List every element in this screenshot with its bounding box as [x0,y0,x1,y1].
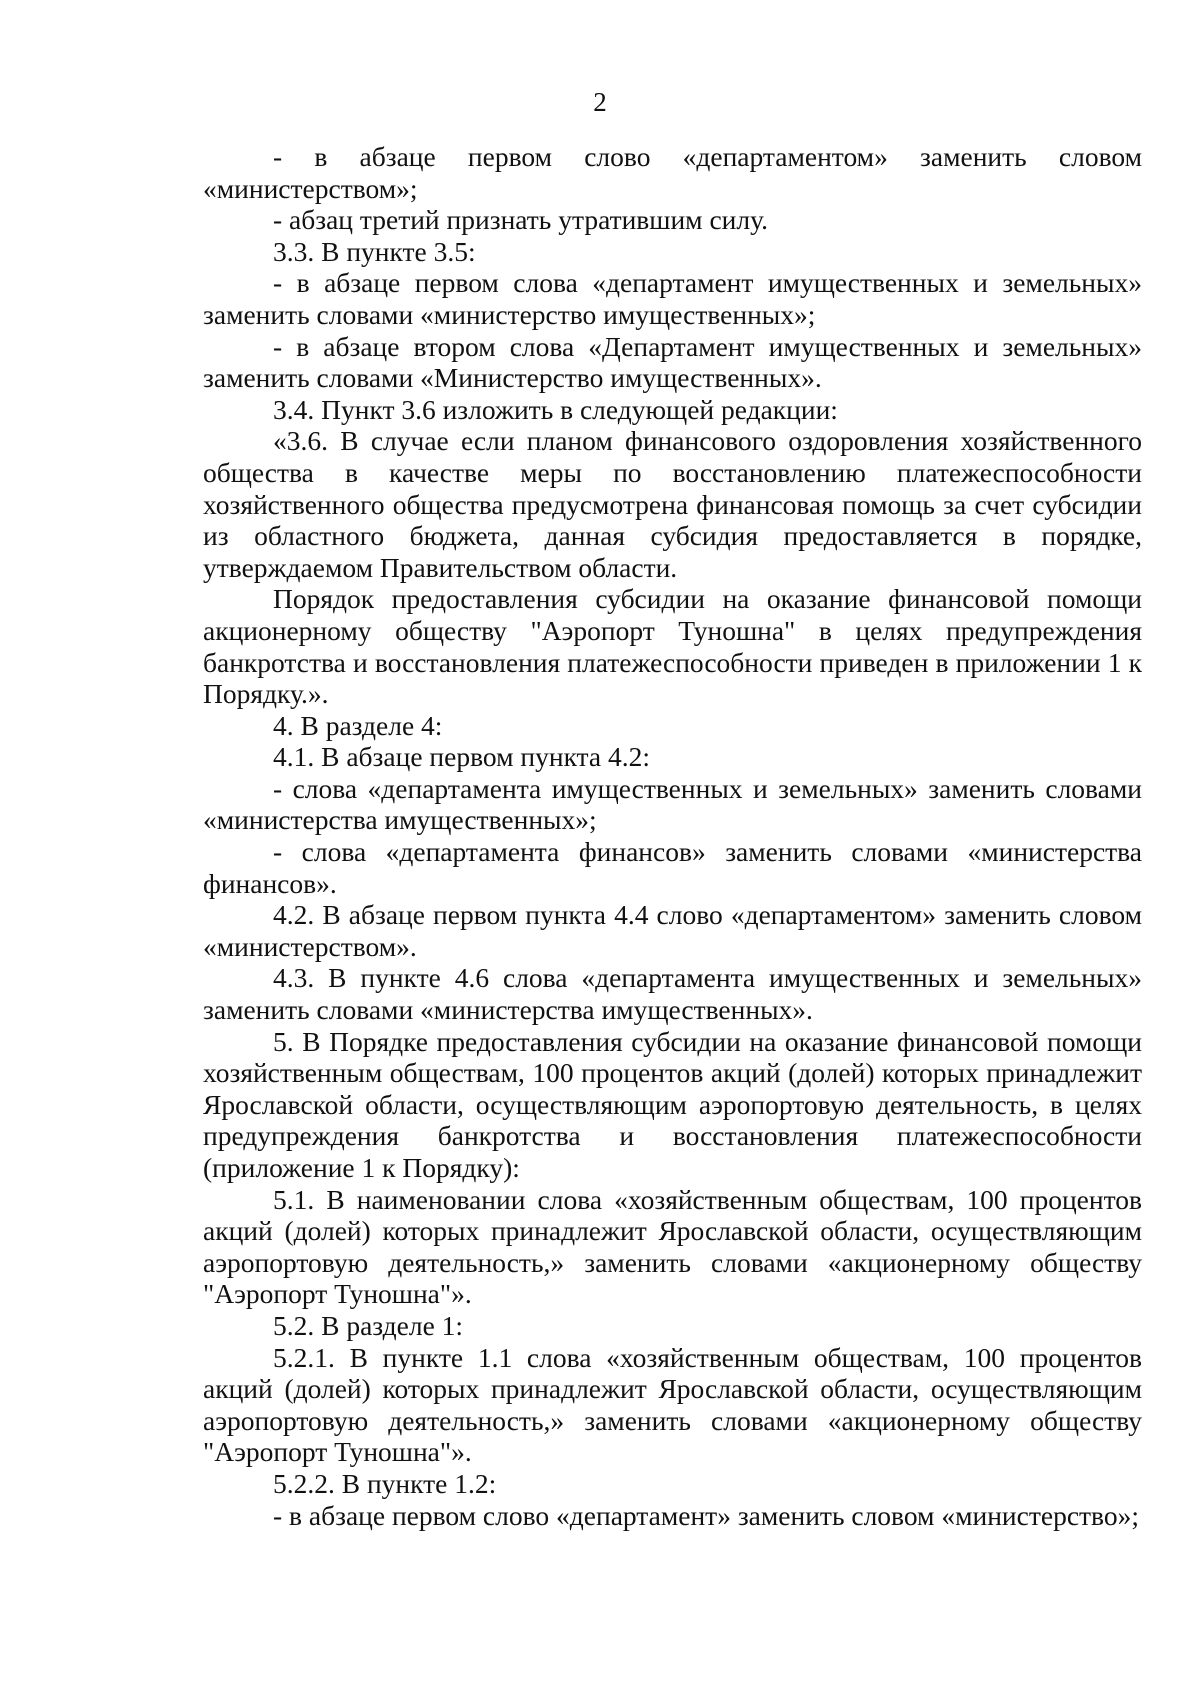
page-number: 2 [593,87,607,117]
paragraph: «3.6. В случае если планом финансового оздоровления хозяйственного общества в качестве меры по восстановлению платежеспособности хозяйственного общества предусмотрена финансовая помощь за счет субсидии из областного бюджета, данная субсидия предоставляется в порядке, утверждаемом Правительством области. [203,425,1142,583]
paragraph: - в абзаце втором слова «Департамент имущественных и земельных» заменить словами «Министерство имущественных». [203,330,1142,394]
paragraph: - в абзаце первом слово «департамент» заменить словом «министерство»; [273,1499,1139,1531]
paragraph: - абзац третий признать утратившим силу. [273,204,768,236]
paragraph: - в абзаце первом слова «департамент имущественных и земельных» заменить словами «министерство имущественных»; [203,267,1142,330]
paragraph: 4. В разделе 4: [273,709,443,741]
paragraph: 5.2. В разделе 1: [273,1309,464,1341]
paragraph: 5.2.2. В пункте 1.2: [273,1467,497,1499]
paragraph: 5.1. В наименовании слова «хозяйственным обществам, 100 процентов акций (долей) которых принадлежит Ярославской области, осуществляющим аэропортовую деятельность,» заменить словами «акционерному обществу "Аэропорт Туношна"». [203,1183,1142,1310]
paragraph: 5.2.1. В пункте 1.1 слова «хозяйственным обществам, 100 процентов акций (долей) которых принадлежит Ярославской области, осуществляющим аэропортовую деятельность,» заменить словами «акционерному обществу "Аэропорт Туношна"». [203,1341,1142,1468]
paragraph: - слова «департамента финансов» заменить словами «министерства финансов». [203,836,1142,899]
paragraph: Порядок предоставления субсидии на оказание финансовой помощи акционерному обществу "Аэропорт Туношна" в целях предупреждения банкротства и восстановления платежеспособности приведен в приложении 1 к Порядку.». [203,583,1142,710]
paragraph: 5. В Порядке предоставления субсидии на оказание финансовой помощи хозяйственным обществам, 100 процентов акций (долей) которых принадлежит Ярославской области, осуществляющим аэропортовую деятельность, в целях предупреждения банкротства и восстановления платежеспособности (приложение 1 к Порядку): [203,1025,1142,1183]
paragraph: 3.4. Пункт 3.6 изложить в следующей редакции: [273,393,838,425]
paragraph: - в абзаце первом слово «департаментом» заменить словом «министерством»; [203,141,1142,204]
paragraph: 4.2. В абзаце первом пункта 4.4 слово «департаментом» заменить словом «министерством». [203,899,1142,962]
document-body [203,141,1142,1531]
paragraph: - слова «департамента имущественных и земельных» заменить словами «министерства имущественных»; [203,772,1142,836]
paragraph: 4.3. В пункте 4.6 слова «департамента имущественных и земельных» заменить словами «министерства имущественных». [203,962,1142,1026]
paragraph: 4.1. В абзаце первом пункта 4.2: [273,741,651,773]
paragraph: 3.3. В пункте 3.5: [273,235,476,267]
